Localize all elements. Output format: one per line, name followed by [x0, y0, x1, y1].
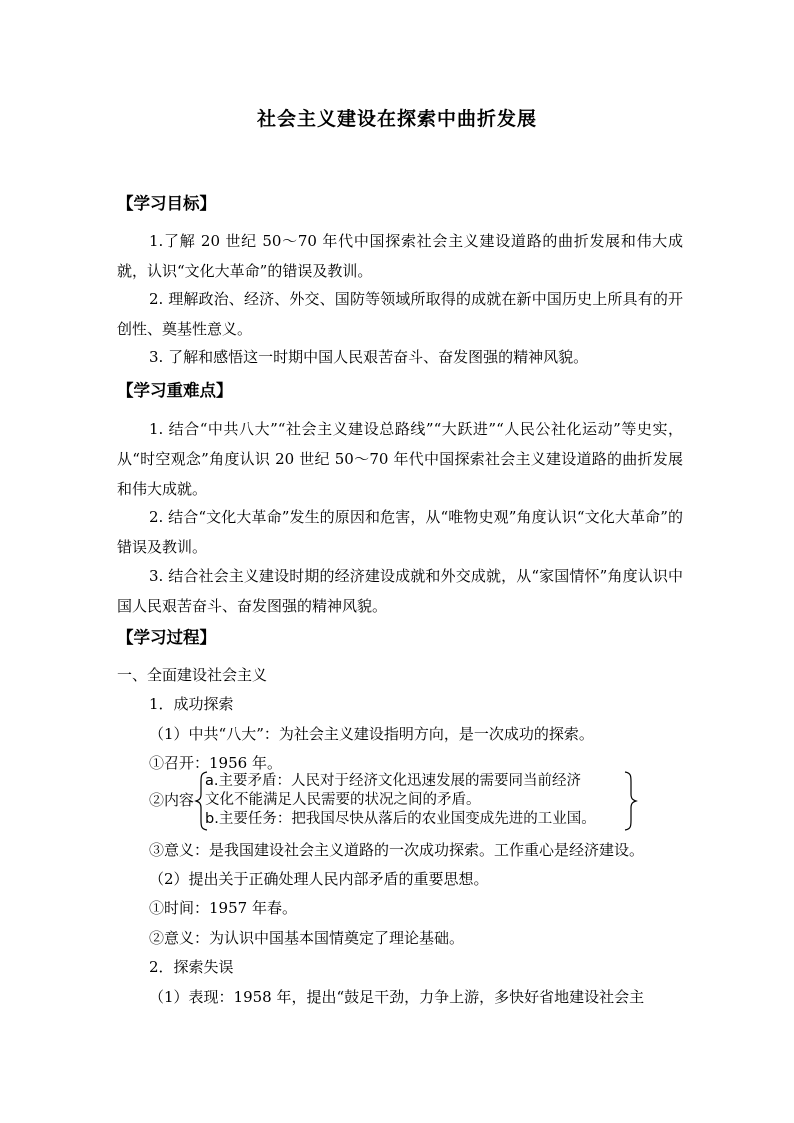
process-item-3: （1）表现：1958 年，提出“鼓足干劲，力争上游，多快好省地建设社会主 [149, 988, 645, 1006]
content-line-2: 文化不能满足人民需要的状况之间的矛盾。 [205, 792, 481, 808]
key-point-3: 3. 结合社会主义建设时期的经济建设成就和外交成就，从“家国情怀”角度认识中国人民艰苦奋斗、奋发图强的精神风貌。 [117, 567, 683, 615]
process-item-2: （2）提出关于正确处理人民内部矛盾的重要思想。 [149, 870, 489, 888]
process-item-1: （1）中共“八大”：为社会主义建设指明方向，是一次成功的探索。 [149, 725, 594, 743]
content-brace-group [117, 770, 657, 832]
key-point-1: 1. 结合“中共八大”“社会主义建设总路线”“大跃进”“人民公社化运动”等史实，从“时空观念”角度认识 20 世纪 50～70 年代中国探索社会主义建设道路的曲折发展和伟大成就。 [117, 420, 683, 498]
content-line-1: a.主要矛盾：人民对于经济文化迅速发展的需要同当前经济 [205, 773, 581, 789]
convene-line: ①召开：1956 年。 [149, 754, 282, 772]
section-heading-key-points: 【学习重难点】 [117, 381, 233, 400]
key-point-2: 2. 结合“文化大革命”发生的原因和危害，从“唯物史观”角度认识“文化大革命”的错误及教训。 [117, 508, 683, 556]
section-1-heading: 一、全面建设社会主义 [117, 666, 268, 684]
goal-item-1: 1.了解 20 世纪 50～70 年代中国探索社会主义建设道路的曲折发展和伟大成就，认识“文化大革命”的错误及教训。 [117, 232, 683, 280]
section-heading-process: 【学习过程】 [117, 628, 216, 647]
subsection-1-heading: 1．成功探索 [149, 695, 234, 713]
significance-2-line: ②意义：为认识中国基本国情奠定了理论基础。 [149, 929, 465, 947]
page-title: 社会主义建设在探索中曲折发展 [256, 108, 537, 130]
goal-item-2: 2. 理解政治、经济、外交、国防等领域所取得的成就在新中国历史上所具有的开创性、奠基性意义。 [117, 290, 683, 338]
goal-item-3: 3. 了解和感悟这一时期中国人民艰苦奋斗、奋发图强的精神风貌。 [149, 348, 589, 366]
time-line: ①时间：1957 年春。 [149, 899, 297, 917]
content-line-3: b.主要任务：把我国尽快从落后的农业国变成先进的工业国。 [205, 811, 596, 827]
subsection-2-heading: 2．探索失误 [149, 958, 234, 976]
significance-line: ③意义：是我国建设社会主义道路的一次成功探索。工作重心是经济建设。 [149, 841, 645, 859]
content-label: ②内容 [149, 791, 195, 809]
section-heading-goals: 【学习目标】 [117, 194, 216, 213]
